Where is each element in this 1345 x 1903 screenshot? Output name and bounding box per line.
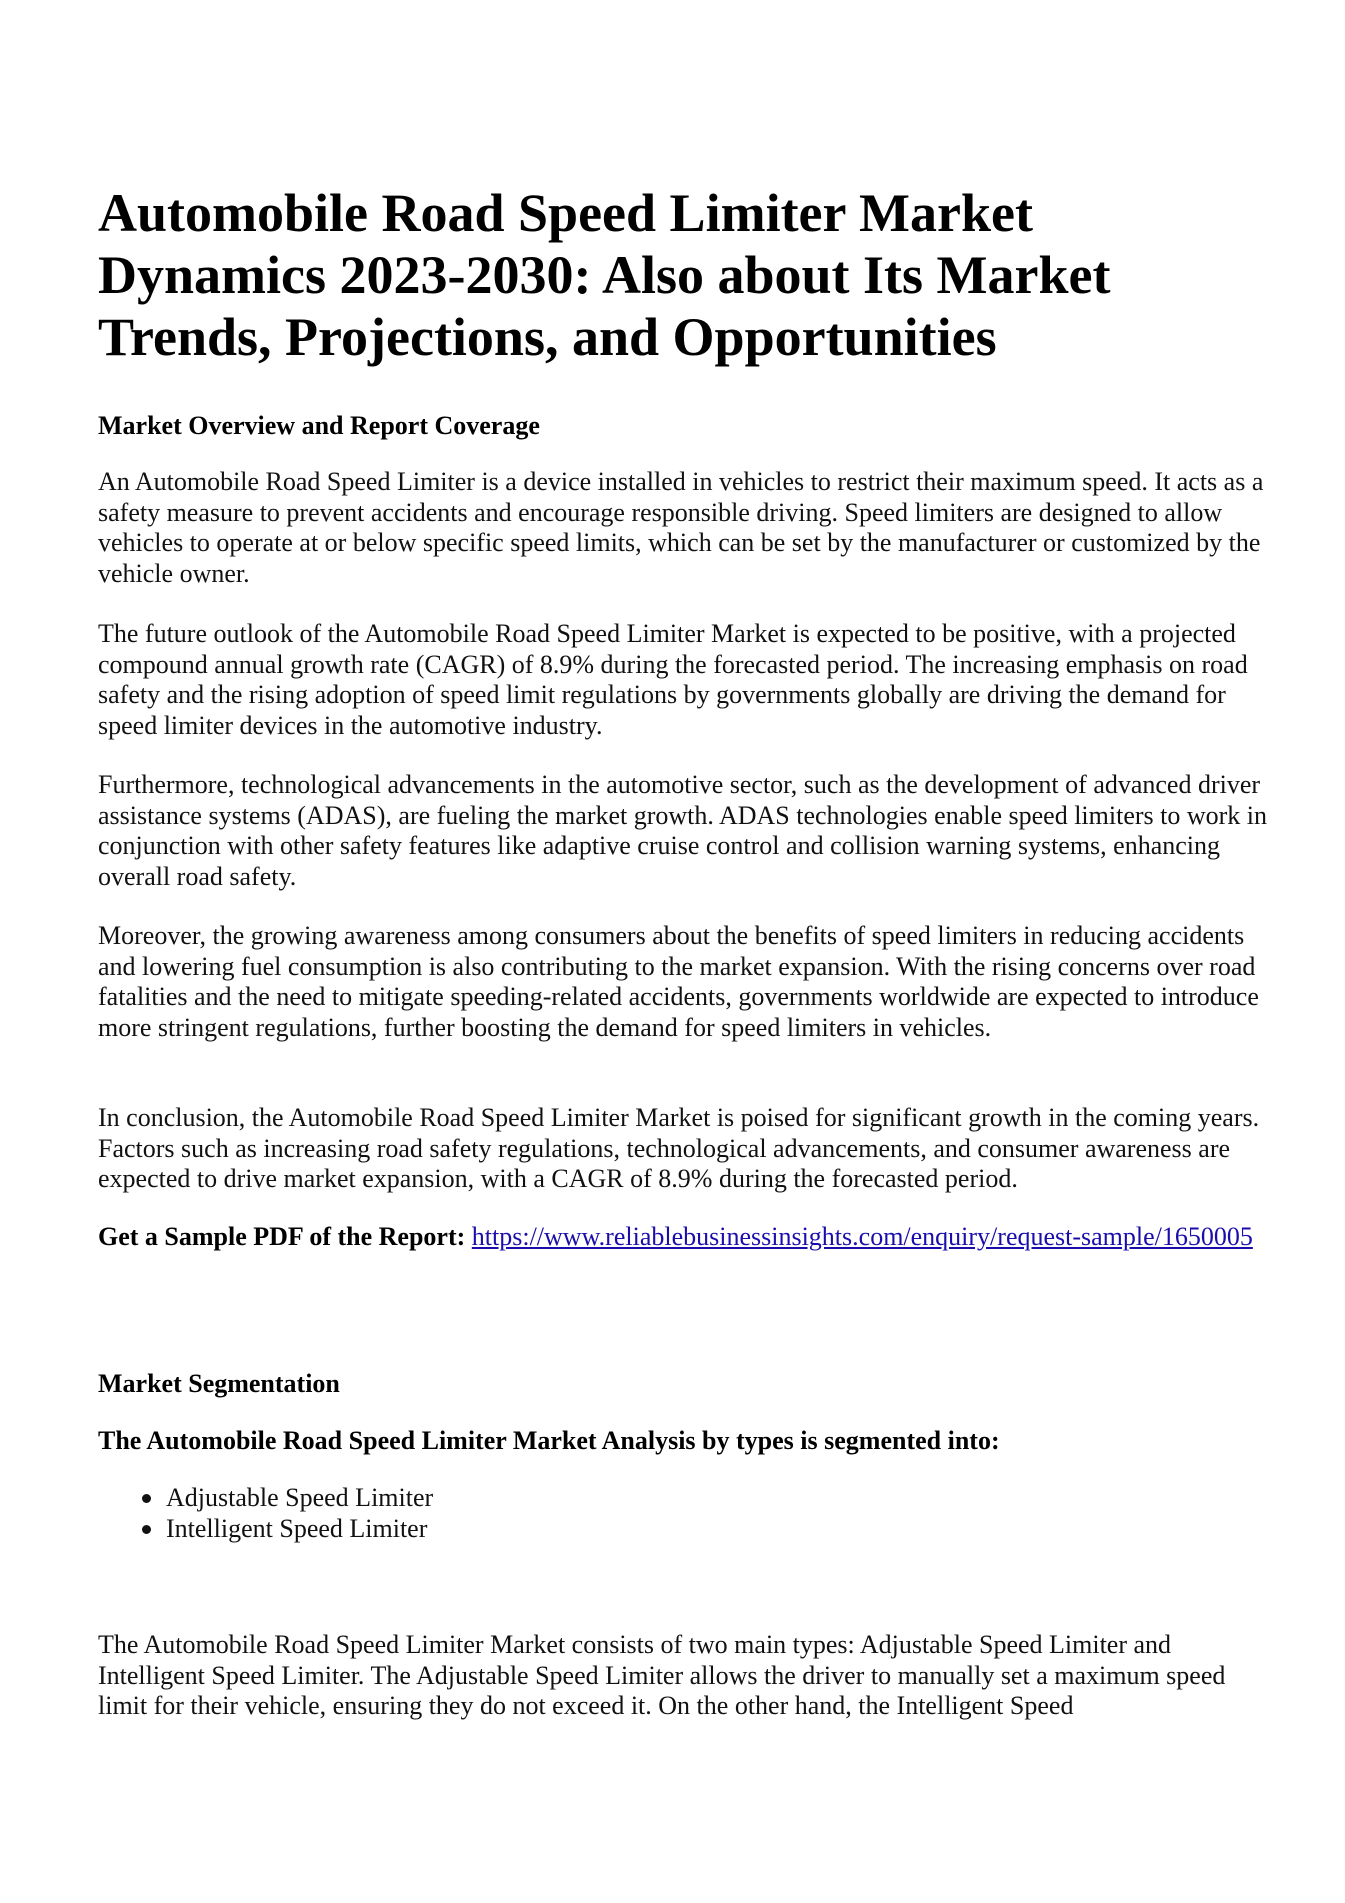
list-item [98, 1514, 1268, 1545]
page-title: Automobile Road Speed Limiter Market Dynamics 2023-2030: Also about Its Market Trends, Projections, and Opportunities [98, 183, 1111, 367]
overview-heading: Market Overview and Report Coverage [98, 411, 540, 440]
sample-pdf-line [98, 1222, 1268, 1253]
sample-pdf-link[interactable]: https://www.reliablebusinessinsights.com/enquiry/request-sample/1650005 [471, 1222, 1253, 1251]
sample-pdf-label: Get a Sample PDF of the Report: [98, 1222, 466, 1251]
overview-paragraph-5: In conclusion, the Automobile Road Speed Limiter Market is poised for significant growth in the coming years. Factors such as increasing road safety regulations, technological advancements, and consumer awareness are expected to drive market expansion, with a CAGR of 8.9% during the forecasted period. [98, 1103, 1260, 1193]
overview-paragraph-2: The future outlook of the Automobile Road Speed Limiter Market is expected to be positive, with a projected compound annual growth rate (CAGR) of 8.9% during the forecasted period. The increasing emphasis on road safety and the rising adoption of speed limit regulations by governments globally are driving the demand for speed limiter devices in the automotive industry. [98, 619, 1248, 740]
types-list [98, 1483, 1268, 1544]
overview-paragraph-3: Furthermore, technological advancements in the automotive sector, such as the development of advanced driver assistance systems (ADAS), are fueling the market growth. ADAS technologies enable speed limiters to work in conjunction with other safety features like adaptive cruise control and collision warning systems, enhancing overall road safety. [98, 770, 1268, 891]
list-item [98, 1483, 1268, 1514]
bullet-icon [142, 1494, 151, 1503]
type-label: Adjustable Speed Limiter [166, 1483, 434, 1512]
overview-paragraph-1: An Automobile Road Speed Limiter is a device installed in vehicles to restrict their maximum speed. It acts as a safety measure to prevent accidents and encourage responsible driving. Speed limiters are designed to allow vehicles to operate at or below specific speed limits, which can be set by the manufacturer or customized by the vehicle owner. [98, 467, 1264, 588]
types-heading: The Automobile Road Speed Limiter Market Analysis by types is segmented into: [98, 1426, 1000, 1455]
segmentation-heading: Market Segmentation [98, 1369, 340, 1398]
type-label: Intelligent Speed Limiter [166, 1513, 428, 1543]
types-paragraph: The Automobile Road Speed Limiter Market consists of two main types: Adjustable Speed Limiter and Intelligent Speed Limiter. The Adjustable Speed Limiter allows the driver to manually set a maximum speed limit for their vehicle, ensuring they do not exceed it. On the other hand, the Intelligent Speed [98, 1630, 1226, 1720]
bullet-icon [142, 1525, 151, 1534]
overview-paragraph-4: Moreover, the growing awareness among consumers about the benefits of speed limiters in reducing accidents and lowering fuel consumption is also contributing to the market expansion. With the rising concerns over road fatalities and the need to mitigate speeding-related accidents, governments worldwide are expected to introduce more stringent regulations, further boosting the demand for speed limiters in vehicles. [98, 921, 1259, 1042]
